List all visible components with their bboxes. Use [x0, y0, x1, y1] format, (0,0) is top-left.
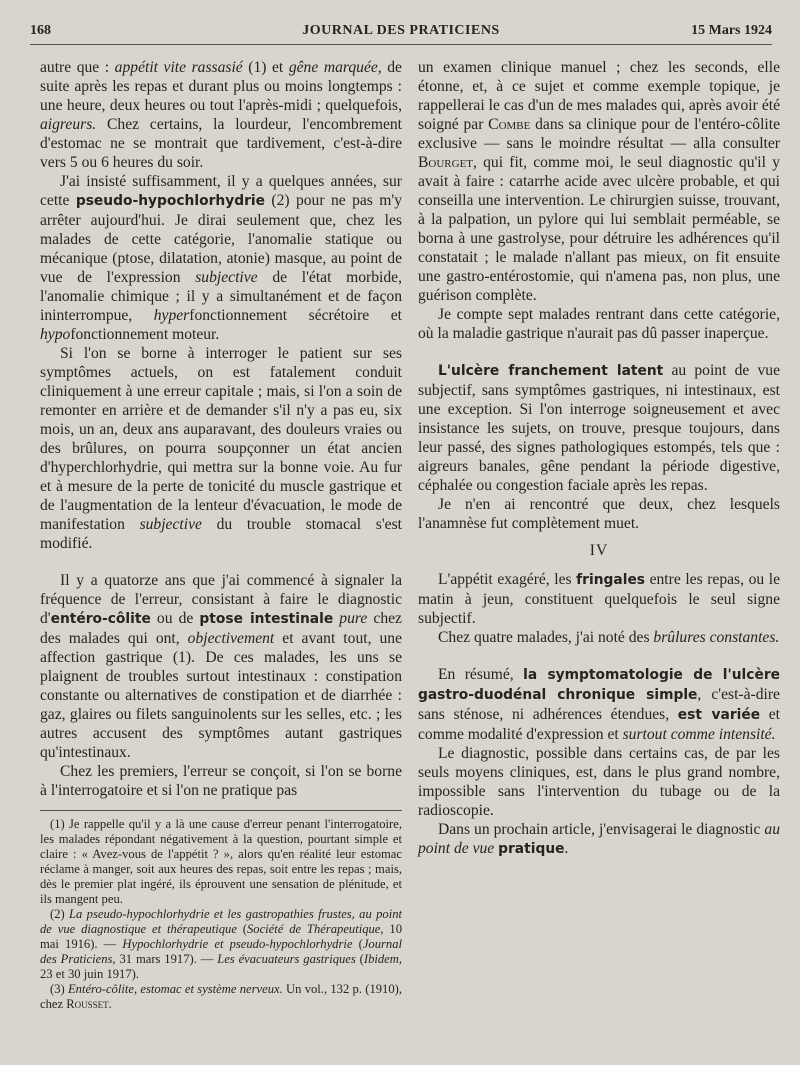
paragraph: L'ulcère franchement latent au point de vue subjectif, sans symptômes gastriques, ni intestinaux, est une exception. Si l'on interroge soigneusement et avec insistance les sujets, on trouve, presque toujours, dans leur passé, des signes pathologiques estompés, tels que : aigreurs banales, gêne pendant la période digestive, céphalée ou congestion faciale après les repas. [418, 362, 780, 494]
paragraph: Je compte sept malades rentrant dans cette catégorie, où la maladie gastrique n'aurait pas dû passer inaperçue. [418, 306, 780, 342]
paragraph: un examen clinique manuel ; chez les seconds, elle étonne, et, à ce sujet et comme exemple topique, je rappellerai le cas d'un de mes malades qui, après avoir été soigné par Combe dans sa clinique pour de l'entéro-côlite exclusive — sans le moindre résultat — alla consulter Bourget, qui fit, comme moi, le seul diagnostic qu'il y avait à faire : catarrhe acide avec ulcère probable, et qui conseilla une intervention. Le chirurgien suisse, trouvant, à la palpation, un pylore qui lui semblait perméable, se borna à une gastrolyse, pour détruire les adhérences qu'il constatait ; le malade n'allant pas mieux, on fit ensuite une gastro-entérostomie, qui n'amena pas, non plus, une guérison complète. [418, 59, 781, 304]
right-column [418, 58, 780, 859]
paragraph: autre que : appétit vite rassasié (1) et gêne marquée, de suite après les repas et durant plus ou moins longtemps : une heure, deux heures ou tout l'après-midi ; quelquefois, aigreurs. Chez certains, la lourdeur, l'encombrement d'estomac ne se montrait que tardivement, c'est-à-dire vers 5 ou 6 heures du soir. [40, 59, 402, 171]
issue-date: 15 Mars 1924 [691, 23, 772, 38]
footnote-rule [40, 810, 402, 811]
paragraph: Je n'en ai rencontré que deux, chez lesquels l'anamnèse fut complètement muet. [418, 496, 780, 532]
paragraph: Il y a quatorze ans que j'ai commencé à signaler la fréquence de l'erreur, consistant à faire le diagnostic d'entéro-côlite ou de ptose intestinale pure chez des malades qui ont, objectivement et avant tout, une affection gastrique (1). De ces malades, les uns se plaignent de troubles surtout intestinaux : constipation constante ou alternatives de constipation et de diarrhée : gaz, glaires ou filets sanguinolents sur les selles, etc. ; les autres accusent des symptômes autant gastriques qu'intestinaux. [40, 572, 402, 761]
paragraph: Le diagnostic, possible dans certains cas, de par les seuls moyens cliniques, est, dans le plus grand nombre, impossible sans l'intervention du tubage ou de la radioscopie. [418, 745, 780, 819]
paragraph: En résumé, la symptomatologie de l'ulcère gastro-duodénal chronique simple, c'est-à-dire sans sténose, ni adhérences étendues, est variée et comme modalité d'expression et surtout comme intensité. [418, 666, 780, 743]
paragraph: J'ai insisté suffisamment, il y a quelques années, sur cette pseudo-hypochlorhydrie (2) pour ne pas m'y arrêter aujourd'hui. Je dirai seulement que, chez les malades de cette catégorie, l'anomalie statique ou mécanique (ptose, dilatation, atonie) masque, au point de vue de l'expression subjective de l'état morbide, l'anomalie chimique ; il y a simultanément et de façon ininterrompue, hyperfonctionnement sécrétoire et hypofonctionnement moteur. [40, 173, 403, 343]
footnote: (3) Entéro-côlite, estomac et système nerveux. Un vol., 132 p. (1910), chez Rousset. [40, 982, 402, 1011]
running-header [30, 18, 772, 45]
footnotes [40, 817, 402, 1012]
paragraph: Si l'on se borne à interroger le patient sur ses symptômes actuels, on est fatalement conduit cliniquement à une erreur capitale ; mais, si l'on a soin de remonter en arrière et de demander s'il n'y a pas eu, six mois, un an, deux ans auparavant, des douleurs vraies ou des brûlures, on pourra soupçonner un état ancien d'hyperchlorhydrie, qui mettra sur la bonne voie. Au fur et à mesure de la perte de tonicité du muscle gastrique et de l'augmentation de la lenteur d'évacuation, le mode de manifestation subjective du trouble stomacal s'est modifié. [40, 345, 403, 552]
paragraph: L'appétit exagéré, les fringales entre les repas, ou le matin à jeun, constituent quelquefois le seul signe subjectif. [418, 571, 780, 627]
section-heading: IV [589, 542, 609, 559]
paragraph: Chez quatre malades, j'ai noté des brûlures constantes. [438, 629, 780, 646]
footnote: (1) Je rappelle qu'il y a là une cause d'erreur penant l'interrogatoire, les malades répondant négativement à la question, pourtant simple et claire : « Avez-vous de l'appétit ? », alors qu'en réalité leur estomac réclame à manger, soit aux heures des repas, soit entre les repas ; mais, dès le premier plat ingéré, ils éprouvent une sensation de plénitude, et ils mangent peu. [40, 817, 402, 906]
paragraph: Dans un prochain article, j'envisagerai le diagnostic au point de vue pratique. [418, 821, 780, 857]
journal-title: JOURNAL DES PRATICIENS [302, 23, 500, 38]
paragraph: Chez les premiers, l'erreur se conçoit, si l'on se borne à l'interrogatoire et si l'on ne pratique pas [40, 763, 402, 799]
left-column [40, 58, 402, 1012]
page-number: 168 [30, 23, 51, 38]
footnote: (2) La pseudo-hypochlorhydrie et les gastropathies frustes, au point de vue diagnostique et thérapeutique (Société de Thérapeutique, 10 mai 1916). — Hypochlorhydrie et pseudo-hypochlorhydrie (Journal des Praticiens, 31 mars 1917). — Les évacuateurs gastriques (Ibidem, 23 et 30 juin 1917). [40, 907, 403, 981]
